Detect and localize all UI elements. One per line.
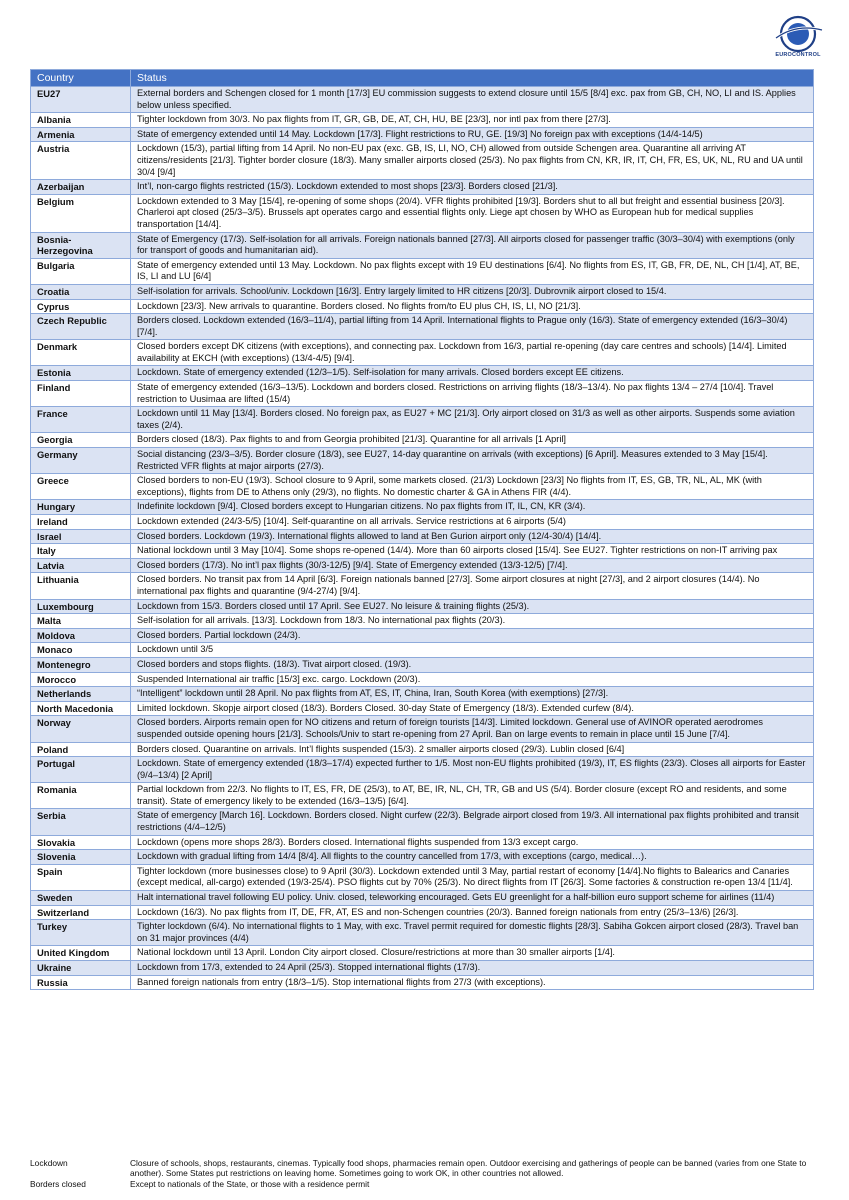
status-cell: Self-isolation for arrivals. School/univ. Lockdown [16/3]. Entry largely limited to HR citizens [20/3]. Dubrovnik airport closed to 15/4. xyxy=(131,284,814,299)
table-row xyxy=(31,905,814,920)
status-cell: Limited lockdown. Skopje airport closed (18/3). Borders Closed. 30-day State of Emergency (18/3). Extended curfew (8/4). xyxy=(131,701,814,716)
country-cell: Germany xyxy=(31,448,131,474)
legend-definition: Except to nationals of the State, or those with a residence permit xyxy=(130,1178,370,1189)
country-cell: Poland xyxy=(31,742,131,757)
table-row xyxy=(31,258,814,284)
table-row xyxy=(31,558,814,573)
table-row xyxy=(31,299,814,314)
status-cell: Lockdown. State of emergency extended (18/3–17/4) expected further to 1/5. Most non-EU flights prohibited (19/3), IT, ES flights (23/3). Closes all airports for Easter (9/4–13/4) [2 April] xyxy=(131,757,814,783)
country-cell: United Kingdom xyxy=(31,946,131,961)
status-cell: Borders closed (18/3). Pax flights to and from Georgia prohibited [21/3]. Quarantine for all arrivals [1 April] xyxy=(131,433,814,448)
table-row xyxy=(31,573,814,599)
status-cell: Lockdown (15/3), partial lifting from 14 April. No non-EU pax (exc. GB, IS, LI, NO, CH) allowed from outside Schengen area. Quarantine all arriving AT citizens/residents [21/3]. Tighter border closure (18/3). Many smaller airports closed (25/3). No pax flights from CN, KR, IR, IT, CH, FR, ES, UK, NL, RU and UA until 30/4 [9/4] xyxy=(131,142,814,180)
table-row xyxy=(31,407,814,433)
status-cell: Closed borders. Lockdown (19/3). International flights allowed to land at Ben Gurion airport only (12/4-30/4) [14/4]. xyxy=(131,529,814,544)
table-row xyxy=(31,657,814,672)
country-cell: Slovakia xyxy=(31,835,131,850)
eurocontrol-logo-icon xyxy=(772,14,824,54)
status-cell: Indefinite lockdown [9/4]. Closed borders except to Hungarian citizens. No pax flights from IT, IL, CN, KR (3/4). xyxy=(131,500,814,515)
country-cell: Denmark xyxy=(31,340,131,366)
legend xyxy=(30,1158,820,1189)
country-cell: Malta xyxy=(31,614,131,629)
status-cell: Closed borders (17/3). No int’l pax flights (30/3-12/5) [9/4]. State of Emergency extended (13/3-12/5) [7/4]. xyxy=(131,558,814,573)
country-cell: Belgium xyxy=(31,194,131,232)
status-cell: State of emergency extended until 13 May. Lockdown. No pax flights except with 19 EU destinations [6/4]. No flights from ES, IT, GB, FR, DE, NL, CH [1/4], AT, BE, IS, LI and LU [6/4] xyxy=(131,258,814,284)
country-cell: Italy xyxy=(31,544,131,559)
table-row xyxy=(31,544,814,559)
status-cell: Closed borders. Partial lockdown (24/3). xyxy=(131,628,814,643)
table-row xyxy=(31,628,814,643)
status-cell: Partial lockdown from 22/3. No flights to IT, ES, FR, DE (25/3), to AT, BE, IR, NL, CH, TR, GB and US (5/4). Border closure (except RO and residents, and some transit). State of emergency likely to be extended (16/3–13/5) [6/4]. xyxy=(131,783,814,809)
country-cell: Austria xyxy=(31,142,131,180)
table-row xyxy=(31,87,814,113)
table-row xyxy=(31,687,814,702)
status-cell: Closed borders and stops flights. (18/3). Tivat airport closed. (19/3). xyxy=(131,657,814,672)
status-cell: Lockdown [23/3]. New arrivals to quarantine. Borders closed. No flights from/to EU plus CH, IS, LI, NO [21/3]. xyxy=(131,299,814,314)
country-cell: Bosnia-Herzegovina xyxy=(31,232,131,258)
country-cell: Azerbaijan xyxy=(31,180,131,195)
table-row xyxy=(31,284,814,299)
country-cell: Norway xyxy=(31,716,131,742)
country-cell: France xyxy=(31,407,131,433)
country-cell: Bulgaria xyxy=(31,258,131,284)
table-row xyxy=(31,180,814,195)
status-cell: State of emergency extended until 14 May. Lockdown [17/3]. Flight restrictions to RU, GE. [19/3] No foreign pax with exceptions (14/4-14/5) xyxy=(131,127,814,142)
country-cell: Croatia xyxy=(31,284,131,299)
status-cell: Lockdown with gradual lifting from 14/4 [8/4]. All flights to the country cancelled from 17/3, with exceptions (cargo, medical…). xyxy=(131,850,814,865)
status-cell: State of Emergency (17/3). Self-isolation for all arrivals. Foreign nationals banned [27/3]. All airports closed for passenger traffic (30/3–30/4) with exemptions (only for transport of goods and humanitarian aid). xyxy=(131,232,814,258)
country-cell: Moldova xyxy=(31,628,131,643)
table-row xyxy=(31,599,814,614)
table-row xyxy=(31,757,814,783)
table-row xyxy=(31,614,814,629)
status-cell: Tighter lockdown (more businesses close) to 9 April (30/3). Lockdown extended until 3 May, partial restart of economy [14/4].No flights to Balearics and Canaries (except medical, all-cargo) extended (19/3-25/4). PSO flights cut by 70% (25/3). No direct flights from IT [26/3]. Some factories & construction re-open 13/4 [11/4]. xyxy=(131,864,814,890)
country-cell: Israel xyxy=(31,529,131,544)
status-cell: Lockdown (16/3). No pax flights from IT, DE, FR, AT, ES and non-Schengen countries (20/3). Banned foreign nationals from entry (25/3–13/6) [26/3]. xyxy=(131,905,814,920)
table-row xyxy=(31,433,814,448)
country-cell: Lithuania xyxy=(31,573,131,599)
table-row xyxy=(31,783,814,809)
table-row xyxy=(31,515,814,530)
table-row xyxy=(31,529,814,544)
country-cell: Luxembourg xyxy=(31,599,131,614)
table-row xyxy=(31,946,814,961)
country-cell: Spain xyxy=(31,864,131,890)
status-cell: Halt international travel following EU policy. Univ. closed, teleworking encouraged. Gets EU greenlight for a half-billion euro support scheme for airlines (11/4) xyxy=(131,891,814,906)
table-row xyxy=(31,314,814,340)
table-row xyxy=(31,643,814,658)
status-cell: External borders and Schengen closed for 1 month [17/3] EU commission suggests to extend closure until 15/5 [8/4] exc. pax from GB, CH, NO, LI and IS. Applies below unless specified. xyxy=(131,87,814,113)
table-header-row xyxy=(31,70,814,87)
status-cell: Lockdown extended to 3 May [15/4], re-opening of some shops (20/4). VFR flights prohibited [19/3]. Borders shut to all but freight and essential business [20/3]. Charleroi apt closed (25/3–3/5). Brussels apt operates cargo and essential flights only. Liege apt chosen by WHO as European hub for medical supplies transportation [14/4]. xyxy=(131,194,814,232)
table-row xyxy=(31,366,814,381)
status-cell: Lockdown. State of emergency extended (12/3–1/5). Self-isolation for many arrivals. Closed borders except EE citizens. xyxy=(131,366,814,381)
table-body xyxy=(31,87,814,990)
country-cell: Estonia xyxy=(31,366,131,381)
table-row xyxy=(31,809,814,835)
country-cell: Russia xyxy=(31,975,131,990)
legend-term: Borders closed xyxy=(30,1178,86,1189)
status-cell: Self-isolation for all arrivals. [13/3]. Lockdown from 18/3. No international pax flights (20/3). xyxy=(131,614,814,629)
table-row xyxy=(31,194,814,232)
country-cell: EU27 xyxy=(31,87,131,113)
status-cell: Tighter lockdown from 30/3. No pax flights from IT, GR, GB, DE, AT, CH, HU, BE [23/3], nor intl pax from there [27/3]. xyxy=(131,113,814,128)
country-column-header: Country xyxy=(31,70,131,87)
table-row xyxy=(31,381,814,407)
country-cell: Armenia xyxy=(31,127,131,142)
table-row xyxy=(31,113,814,128)
status-cell: Tighter lockdown (6/4). No international flights to 1 May, with exc. Travel permit required for domestic flights [28/3]. Sabiha Gokcen airport closed (28/3). Travel ban on 31 major provinces (4/4) xyxy=(131,920,814,946)
legend-row-borders-closed xyxy=(30,1179,820,1189)
country-cell: Montenegro xyxy=(31,657,131,672)
legend-term: Lockdown xyxy=(30,1158,68,1168)
country-cell: Finland xyxy=(31,381,131,407)
status-cell: Lockdown from 15/3. Borders closed until 17 April. See EU27. No leisure & training flights (25/3). xyxy=(131,599,814,614)
country-cell: Monaco xyxy=(31,643,131,658)
table-row xyxy=(31,920,814,946)
country-cell: Cyprus xyxy=(31,299,131,314)
logo-wordmark: EUROCONTROL xyxy=(775,52,821,58)
legend-row-lockdown xyxy=(30,1158,820,1179)
country-cell: Sweden xyxy=(31,891,131,906)
country-cell: Ukraine xyxy=(31,961,131,976)
table-row xyxy=(31,500,814,515)
country-cell: Romania xyxy=(31,783,131,809)
country-cell: Switzerland xyxy=(31,905,131,920)
country-cell: Turkey xyxy=(31,920,131,946)
table-row xyxy=(31,232,814,258)
country-cell: Georgia xyxy=(31,433,131,448)
country-cell: North Macedonia xyxy=(31,701,131,716)
table-row xyxy=(31,701,814,716)
country-cell: Latvia xyxy=(31,558,131,573)
country-cell: Portugal xyxy=(31,757,131,783)
table-row xyxy=(31,961,814,976)
table-row xyxy=(31,835,814,850)
country-cell: Greece xyxy=(31,474,131,500)
status-cell: Banned foreign nationals from entry (18/3–1/5). Stop international flights from 27/3 (with exceptions). xyxy=(131,975,814,990)
country-cell: Hungary xyxy=(31,500,131,515)
country-cell: Albania xyxy=(31,113,131,128)
status-cell: Social distancing (23/3–3/5). Border closure (18/3), see EU27, 14-day quarantine on arrivals (with exceptions) [6 April]. Measures extended to 3 May [15/4]. Restricted VFR flights at major airports (27/3). xyxy=(131,448,814,474)
table-row xyxy=(31,340,814,366)
status-cell: Lockdown extended (24/3-5/5) [10/4]. Self-quarantine on all arrivals. Service restrictions at 6 airports (5/4) xyxy=(131,515,814,530)
status-cell: Int’l, non-cargo flights restricted (15/3). Lockdown extended to most shops [23/3]. Borders closed [21/3]. xyxy=(131,180,814,195)
country-cell: Slovenia xyxy=(31,850,131,865)
status-cell: National lockdown until 3 May [10/4]. Some shops re-opened (14/4). More than 60 airports closed [15/4]. See EU27. Tighter restrictions on non-IT arriving pax xyxy=(131,544,814,559)
table-row xyxy=(31,716,814,742)
country-cell: Morocco xyxy=(31,672,131,687)
status-cell: Closed borders except DK citizens (with exceptions), and connecting pax. Lockdown from 16/3, partial re-opening (day care centres and schools) [14/4]. Limited availability at EKCH (with exceptions) (13/4-4/5) [9/4]. xyxy=(131,340,814,366)
status-cell: Closed borders. Airports remain open for NO citizens and return of foreign tourists [14/3]. Limited lockdown. General use of AVINOR operated aerodromes suspended outside opening hours [21/3]. Schools/Univ to start re-opening from 27 April. Ban on large events to remain in place until 15 June [7/4]. xyxy=(131,716,814,742)
table-row xyxy=(31,742,814,757)
table-row xyxy=(31,142,814,180)
country-cell: Czech Republic xyxy=(31,314,131,340)
table-row xyxy=(31,448,814,474)
legend-definition: Closure of schools, shops, restaurants, cinemas. Typically food shops, pharmacies remain open. Outdoor exercising and gatherings of people can be banned (varies from one State to another). Some States put restrictions on leaving home. Sometimes going to work OK, in other countries not allowed. xyxy=(130,1158,807,1179)
country-cell: Netherlands xyxy=(31,687,131,702)
status-cell: Borders closed. Lockdown extended (16/3–11/4), partial lifting from 14 April. International flights to Prague only (16/3). State of emergency extended (16/3–30/4) [7/4]. xyxy=(131,314,814,340)
table-row xyxy=(31,891,814,906)
status-cell: Closed borders. No transit pax from 14 April [6/3]. Foreign nationals banned [27/3]. Some airport closures at night [27/3], and 2 airport closures (14/4). No international pax flights and quarantine (9/4-27/4) [9/4]. xyxy=(131,573,814,599)
table-row xyxy=(31,850,814,865)
status-cell: “Intelligent” lockdown until 28 April. No pax flights from AT, ES, IT, China, Iran, South Korea (with exemptions) [27/3]. xyxy=(131,687,814,702)
status-column-header: Status xyxy=(131,70,814,87)
table-row xyxy=(31,672,814,687)
status-cell: Closed borders to non-EU (19/3). School closure to 9 April, some markets closed. (21/3) Lockdown [23/3] No flights from IT, ES, GB, TR, NL, AL, MK (with exceptions), flights from DE to Athens only (29/3), no flights. No domestic charter & GA in Athens FIR (4/4). xyxy=(131,474,814,500)
table-row xyxy=(31,864,814,890)
table-row xyxy=(31,975,814,990)
status-cell: State of emergency [March 16]. Lockdown. Borders closed. Night curfew (22/3). Belgrade airport closed from 19/3. All international pax flights prohibited and transit restrictions (4/4–12/5) xyxy=(131,809,814,835)
status-cell: Suspended International air traffic [15/3] exc. cargo. Lockdown (20/3). xyxy=(131,672,814,687)
status-cell: Lockdown until 3/5 xyxy=(131,643,814,658)
status-cell: Lockdown (opens more shops 28/3). Borders closed. International flights suspended from 13/3 except cargo. xyxy=(131,835,814,850)
status-cell: Lockdown from 17/3, extended to 24 April (25/3). Stopped international flights (17/3). xyxy=(131,961,814,976)
status-cell: Borders closed. Quarantine on arrivals. Int’l flights suspended (15/3). 2 smaller airports closed (29/3). Lublin closed [6/4] xyxy=(131,742,814,757)
country-cell: Ireland xyxy=(31,515,131,530)
status-cell: Lockdown until 11 May [13/4]. Borders closed. No foreign pax, as EU27 + MC [21/3]. Orly airport closed on 31/3 as well as other airports. Suspends some aviation taxes (2/4). xyxy=(131,407,814,433)
table-row xyxy=(31,474,814,500)
country-status-table xyxy=(30,69,814,990)
status-cell: State of emergency extended (16/3–13/5). Lockdown and borders closed. Restrictions on arriving flights (18/3–13/4). No pax flights 13/4 – 27/4 [10/4]. Travel restriction to Uusimaa are lifted (15/4) xyxy=(131,381,814,407)
table-row xyxy=(31,127,814,142)
status-cell: National lockdown until 13 April. London City airport closed. Closure/restrictions at more than 30 smaller airports [1/4]. xyxy=(131,946,814,961)
country-cell: Serbia xyxy=(31,809,131,835)
